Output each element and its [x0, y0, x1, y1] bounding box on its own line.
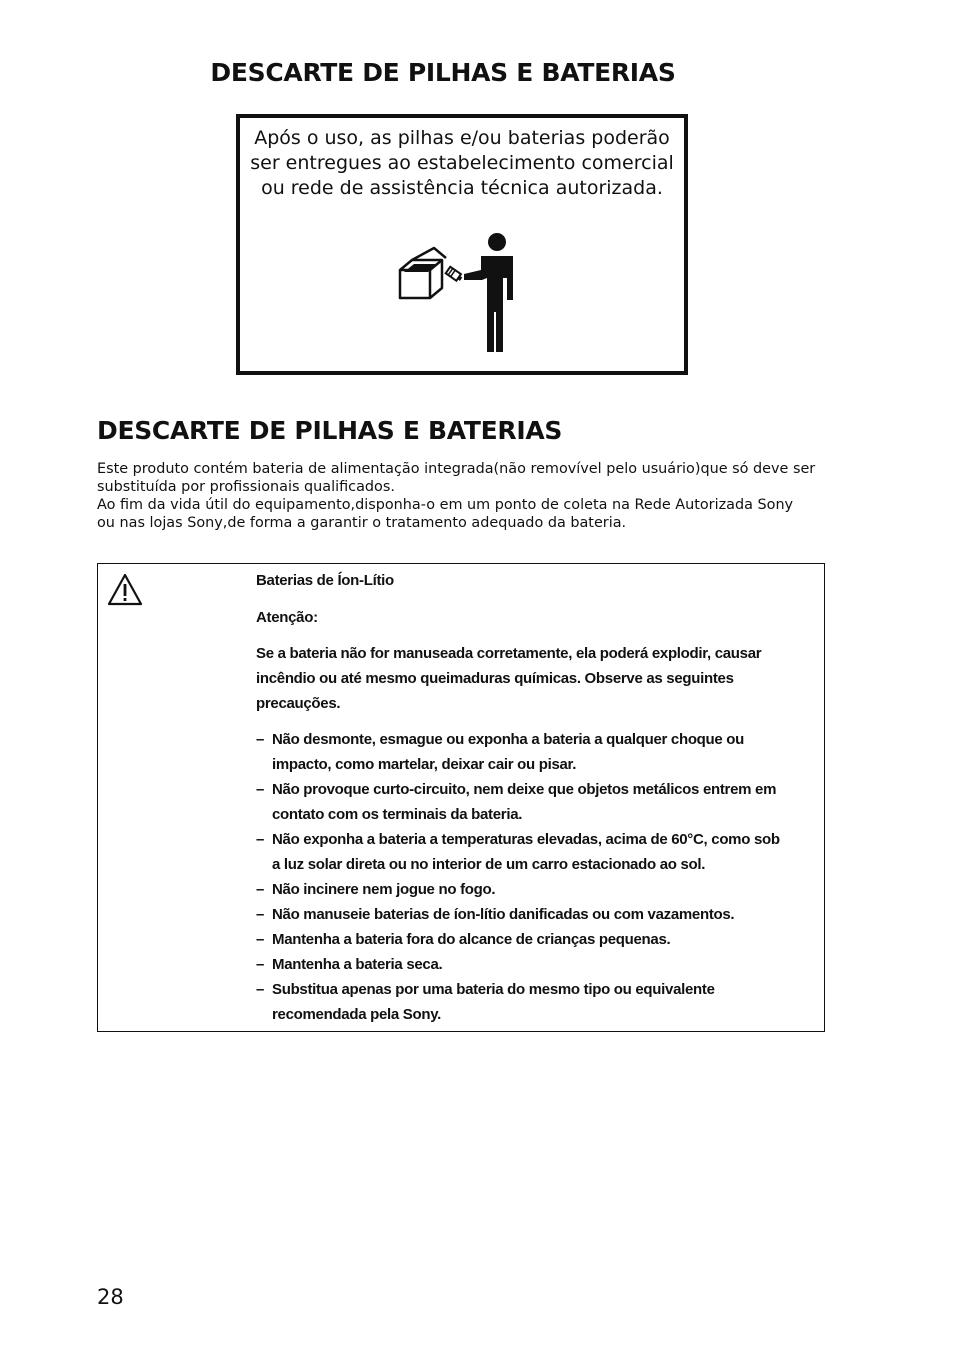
list-item: – Substitua apenas por uma bateria do mesmo tipo ou equivalente recomendada pela Sony. [256, 977, 816, 1027]
bullet-dash: – [256, 731, 265, 748]
disposal-notice-box [236, 114, 688, 375]
notice-line: ser entregues ao estabelecimento comercial [250, 152, 674, 174]
main-section-title: DESCARTE DE PILHAS E BATERIAS [97, 416, 563, 445]
list-item: – Não manuseie baterias de íon-lítio danificadas ou com vazamentos. [256, 902, 816, 927]
list-item: – Não exponha a bateria a temperaturas elevadas, acima de 60°C, como sob a luz solar direta ou no interior de um carro estacionado ao sol. [256, 827, 816, 877]
paragraph-line: ou nas lojas Sony,de forma a garantir o tratamento adequado da bateria. [97, 515, 627, 531]
warning-content [256, 568, 816, 1027]
battery-return-person-icon [390, 228, 530, 358]
notice-line: ou rede de assistência técnica autorizada. [261, 177, 663, 199]
paragraph-line: Este produto contém bateria de alimentação integrada(não removível pelo usuário)que só deve ser [97, 461, 816, 477]
list-item: – Não incinere nem jogue no fogo. [256, 877, 816, 902]
list-item: – Mantenha a bateria seca. [256, 952, 816, 977]
list-item: – Não desmonte, esmague ou exponha a bateria a qualquer choque ou impacto, como martelar, deixar cair ou pisar. [256, 727, 816, 777]
warning-attention-label: Atenção: [256, 609, 318, 626]
warning-intro-line: Se a bateria não for manuseada corretamente, ela poderá explodir, causar [256, 645, 762, 662]
warning-intro [256, 641, 816, 716]
warning-intro-line: incêndio ou até mesmo queimaduras químicas. Observe as seguintes [256, 670, 734, 687]
list-item: – Mantenha a bateria fora do alcance de crianças pequenas. [256, 927, 816, 952]
warning-triangle-icon [107, 573, 143, 607]
bullet-dash: – [256, 931, 265, 948]
bullet-dash: – [256, 831, 265, 848]
lithium-ion-warning-box [97, 563, 825, 1032]
warning-heading: Baterias de Íon-Lítio [256, 572, 394, 589]
bullet-dash: – [256, 981, 265, 998]
bullet-dash: – [256, 906, 265, 923]
bullet-dash: – [256, 881, 265, 898]
paragraph-line: substituída por profissionais qualificados. [97, 479, 395, 495]
bullet-dash: – [256, 781, 265, 798]
top-section-title: DESCARTE DE PILHAS E BATERIAS [210, 58, 676, 87]
paragraph-line: Ao fim da vida útil do equipamento,disponha-o em um ponto de coleta na Rede Autorizada Sony [97, 497, 794, 513]
battery-disposal-paragraph [97, 460, 837, 532]
precautions-list [256, 727, 816, 1027]
list-item: – Não provoque curto-circuito, nem deixe que objetos metálicos entrem em contato com os terminais da bateria. [256, 777, 816, 827]
disposal-notice-text [250, 126, 674, 201]
bullet-dash: – [256, 956, 265, 973]
notice-line: Após o uso, as pilhas e/ou baterias poderão [254, 127, 670, 149]
page-number: 28 [97, 1285, 124, 1309]
warning-intro-line: precauções. [256, 695, 341, 712]
